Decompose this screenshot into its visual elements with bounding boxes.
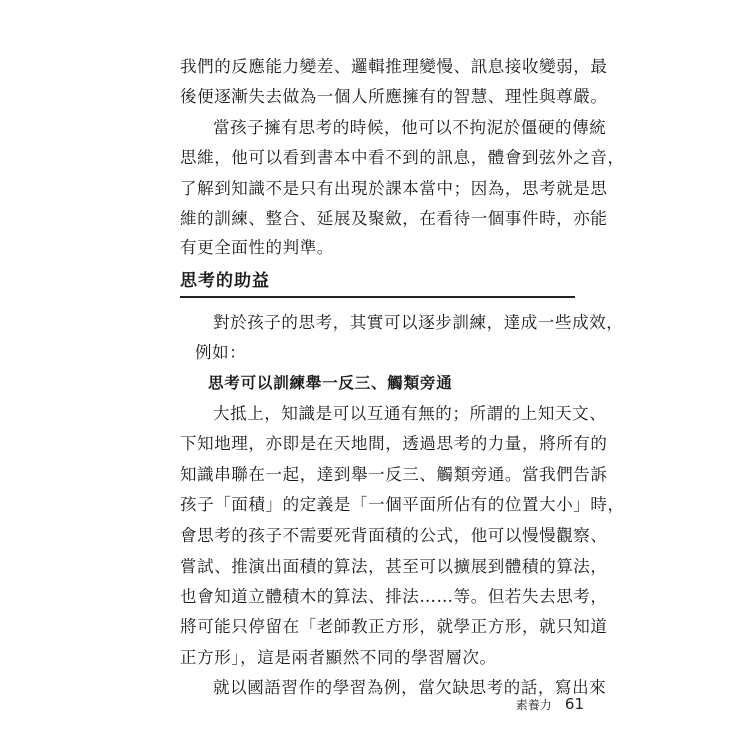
text-line: 對於孩子的思考，其實可以逐步訓練，達成一些成效，: [213, 313, 624, 332]
section-heading: 思考的助益: [180, 271, 270, 291]
running-title: 素養力: [515, 698, 552, 712]
text-line: 大抵上，知識是可以互通有無的；所謂的上知天文、: [213, 404, 607, 423]
text-line: 正方形」，這是兩者顯然不同的學習層次。: [180, 648, 497, 667]
text-line: 有更全面性的判準。: [180, 238, 334, 257]
text-line: 也會知道立體積木的算法、排法……等。但若失去思考，: [180, 587, 608, 606]
text-line: 下知地理，亦即是在天地間，透過思考的力量，將所有的: [180, 434, 608, 453]
text-line: 孩子「面積」的定義是「一個平面所佔有的位置大小」時，: [180, 495, 625, 514]
text-line: 將可能只停留在「老師教正方形，就學正方形，就只知道: [180, 617, 608, 636]
text-line: 當孩子擁有思考的時候，他可以不拘泥於僵硬的傳統: [213, 118, 607, 137]
text-line: 我們的反應能力變差、邏輯推理變慢、訊息接收變弱，最: [180, 57, 608, 76]
text-line: 會思考的孩子不需要死背面積的公式，他可以慢慢觀察、: [180, 526, 608, 545]
text-line: 思維，他可以看到書本中看不到的訊息，體會到弦外之音，: [180, 148, 625, 167]
text-line: 嘗試、推演出面積的算法，甚至可以擴展到體積的算法，: [180, 557, 608, 576]
text-line: 知識串聯在一起，達到舉一反三、觸類旁通。當我們告訴: [180, 465, 608, 484]
page-footer: [516, 694, 584, 713]
text-line: 例如：: [195, 343, 247, 362]
page-number: 61: [564, 695, 584, 713]
text-line: 後便逐漸失去做為一個人所應擁有的智慧、理性與尊嚴。: [180, 87, 608, 106]
subsection-heading: 思考可以訓練舉一反三、觸類旁通: [208, 374, 453, 392]
text-line: 就以國語習作的學習為例，當欠缺思考的話，寫出來: [213, 678, 607, 697]
text-line: 了解到知識不是只有出現於課本當中；因為，思考就是思: [180, 179, 608, 198]
heading-underline: [180, 296, 575, 298]
text-line: 維的訓練、整合、延展及聚斂，在看待一個事件時，亦能: [180, 209, 608, 228]
